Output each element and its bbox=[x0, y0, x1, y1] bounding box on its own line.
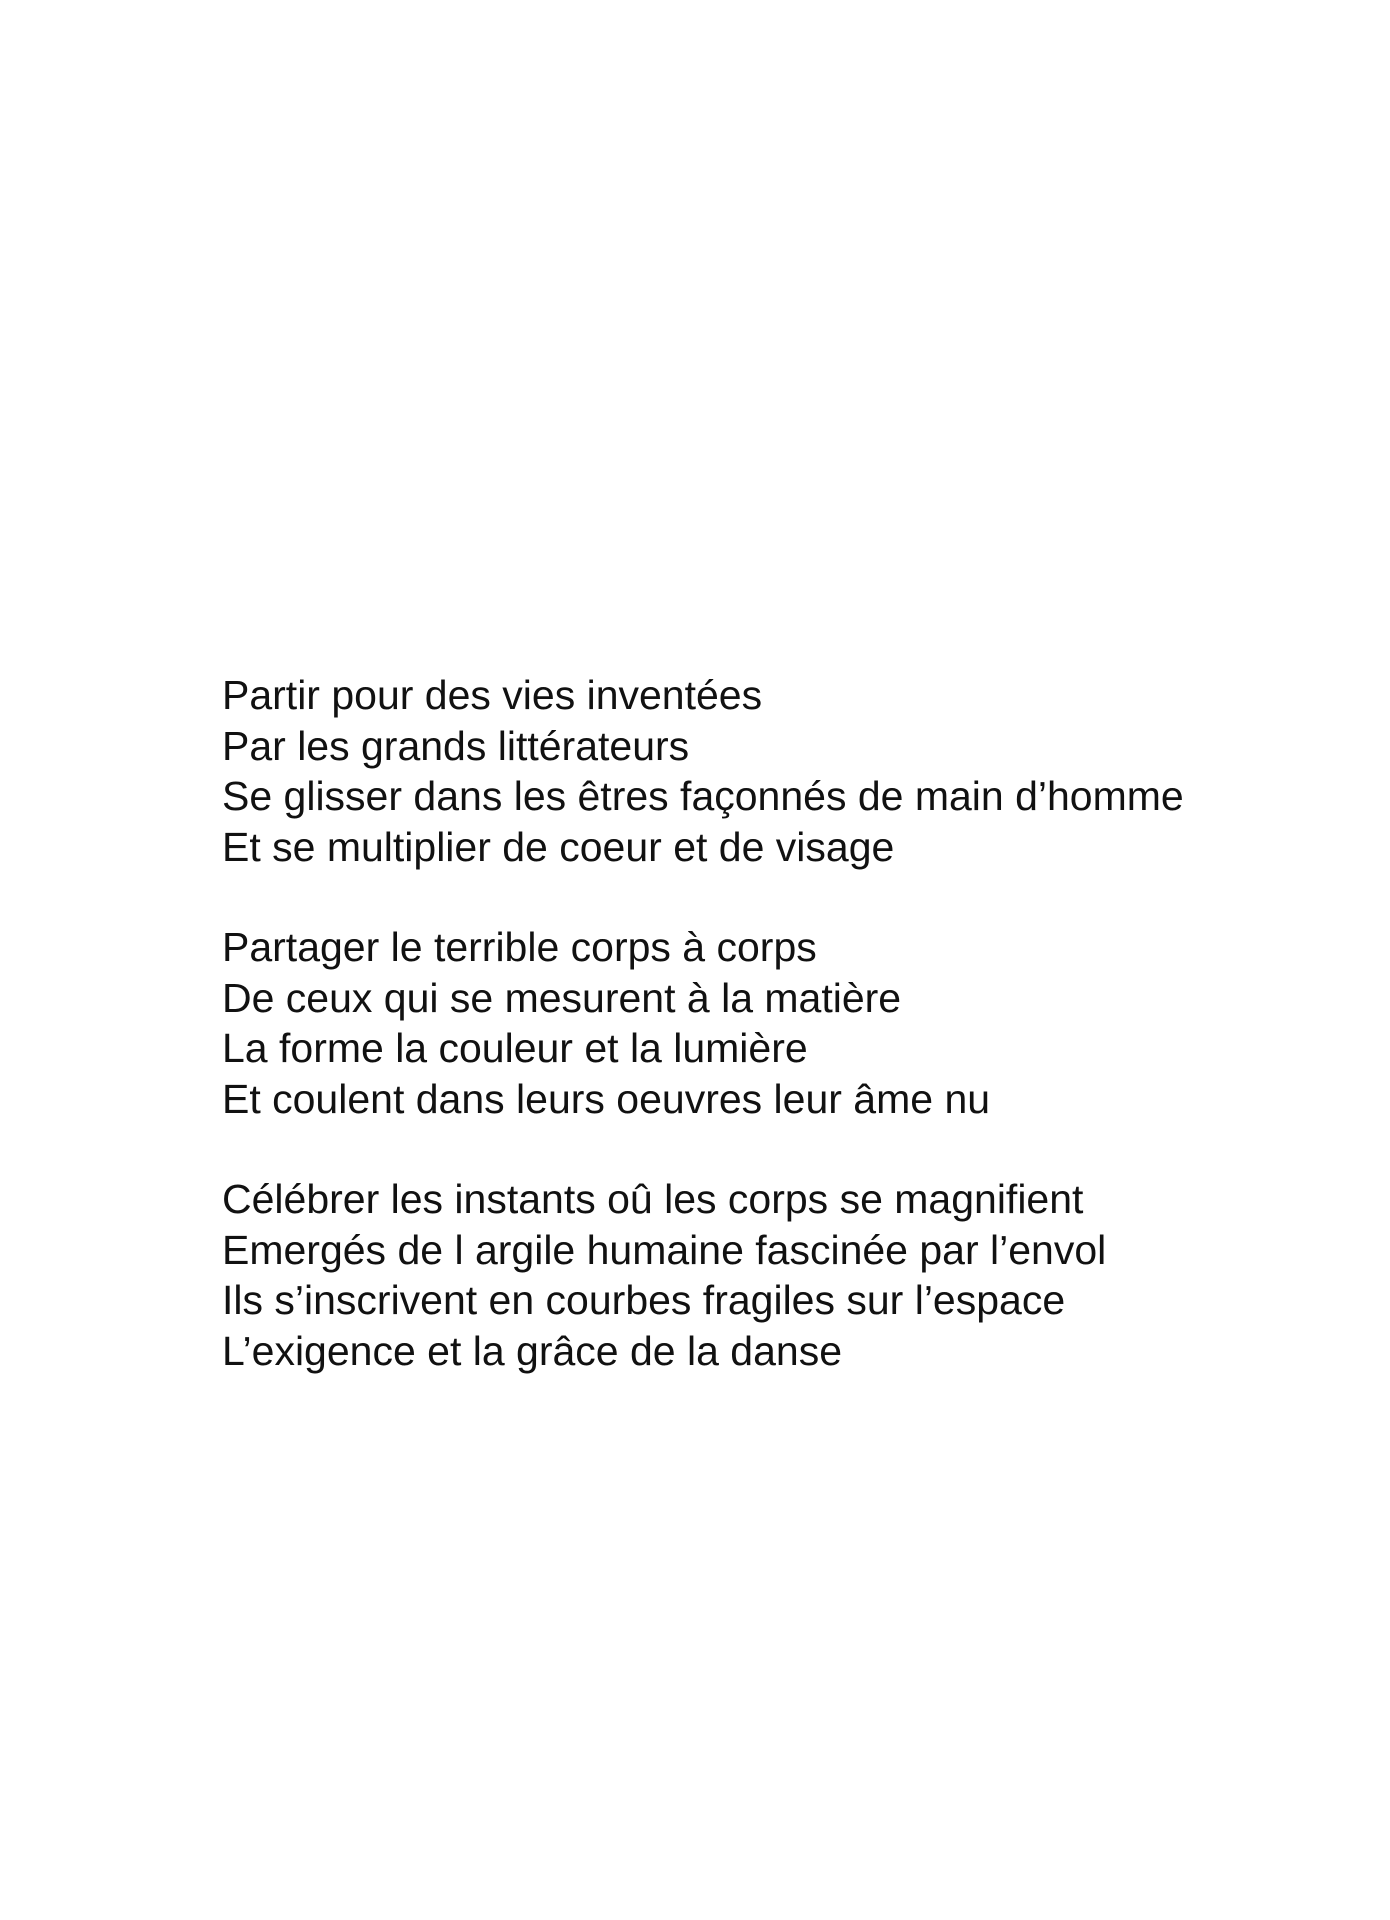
poem-line: Se glisser dans les êtres façonnés de main d’homme bbox=[222, 773, 1184, 819]
poem-line: Emergés de l argile humaine fascinée par l’envol bbox=[222, 1226, 1107, 1273]
poem-line: De ceux qui se mesurent à la matière bbox=[222, 974, 902, 1021]
poem-line: Et coulent dans leurs oeuvres leur âme nu bbox=[222, 1075, 991, 1122]
poem-line: La forme la couleur et la lumière bbox=[222, 1025, 808, 1071]
stanza-3 bbox=[222, 1174, 1322, 1376]
poem-line: Partir pour des vies inventées bbox=[222, 672, 763, 718]
poem-line: Par les grands littérateurs bbox=[222, 722, 690, 769]
poem-line: L’exigence et la grâce de la danse bbox=[222, 1327, 843, 1374]
stanza-1 bbox=[222, 670, 1322, 872]
poem-line: Partager le terrible corps à corps bbox=[222, 924, 817, 970]
poem bbox=[222, 670, 1322, 1376]
poem-line: Ils s’inscrivent en courbes fragiles sur l’espace bbox=[222, 1277, 1066, 1323]
stanza-2 bbox=[222, 922, 1322, 1124]
poem-line: Célébrer les instants oû les corps se magnifient bbox=[222, 1176, 1084, 1222]
poem-line: Et se multiplier de coeur et de visage bbox=[222, 823, 895, 870]
